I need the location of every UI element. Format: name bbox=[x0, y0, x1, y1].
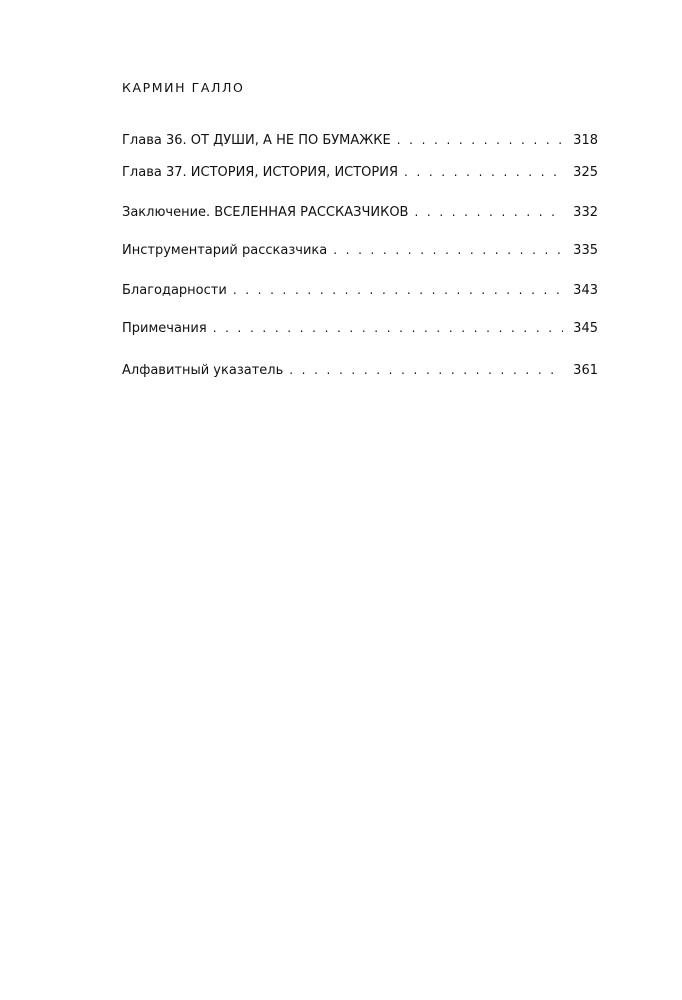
toc-entry-conclusion bbox=[122, 202, 598, 222]
dot-leader bbox=[289, 360, 563, 380]
dot-leader bbox=[397, 130, 563, 150]
toc-entry-page-number: 345 bbox=[573, 321, 598, 336]
toc-entry-chapter-36 bbox=[122, 130, 598, 150]
toc-entry-page-number: 318 bbox=[573, 133, 598, 148]
toc-entry-title: Глава 36. ОТ ДУШИ, А НЕ ПО БУМАЖКЕ bbox=[122, 133, 391, 148]
toc-entry-title: Алфавитный указатель bbox=[122, 363, 284, 378]
dot-leader bbox=[233, 280, 563, 300]
dot-leader bbox=[333, 240, 563, 260]
toc-entry-acknowledgements bbox=[122, 280, 598, 300]
running-head-author: КАРМИН ГАЛЛО bbox=[122, 80, 245, 95]
toc-entry-page-number: 332 bbox=[573, 205, 598, 220]
toc-entry-title: Примечания bbox=[122, 321, 207, 336]
dot-leader bbox=[414, 202, 563, 222]
table-of-contents bbox=[122, 0, 598, 1000]
toc-entry-title: Заключение. ВСЕЛЕННАЯ РАССКАЗЧИКОВ bbox=[122, 205, 409, 220]
toc-entry-page-number: 361 bbox=[573, 363, 598, 378]
toc-entry-page-number: 325 bbox=[573, 165, 598, 180]
toc-entry-page-number: 343 bbox=[573, 283, 598, 298]
dot-leader bbox=[404, 162, 563, 182]
toc-entry-toolkit bbox=[122, 240, 598, 260]
toc-entry-title: Инструментарий рассказчика bbox=[122, 243, 328, 258]
toc-entry-title: Благодарности bbox=[122, 283, 227, 298]
dot-leader bbox=[213, 318, 563, 338]
toc-entry-index bbox=[122, 360, 598, 380]
toc-entry-page-number: 335 bbox=[573, 243, 598, 258]
toc-entry-chapter-37 bbox=[122, 162, 598, 182]
toc-entry-notes bbox=[122, 318, 598, 338]
toc-entry-title: Глава 37. ИСТОРИЯ, ИСТОРИЯ, ИСТОРИЯ bbox=[122, 165, 399, 180]
